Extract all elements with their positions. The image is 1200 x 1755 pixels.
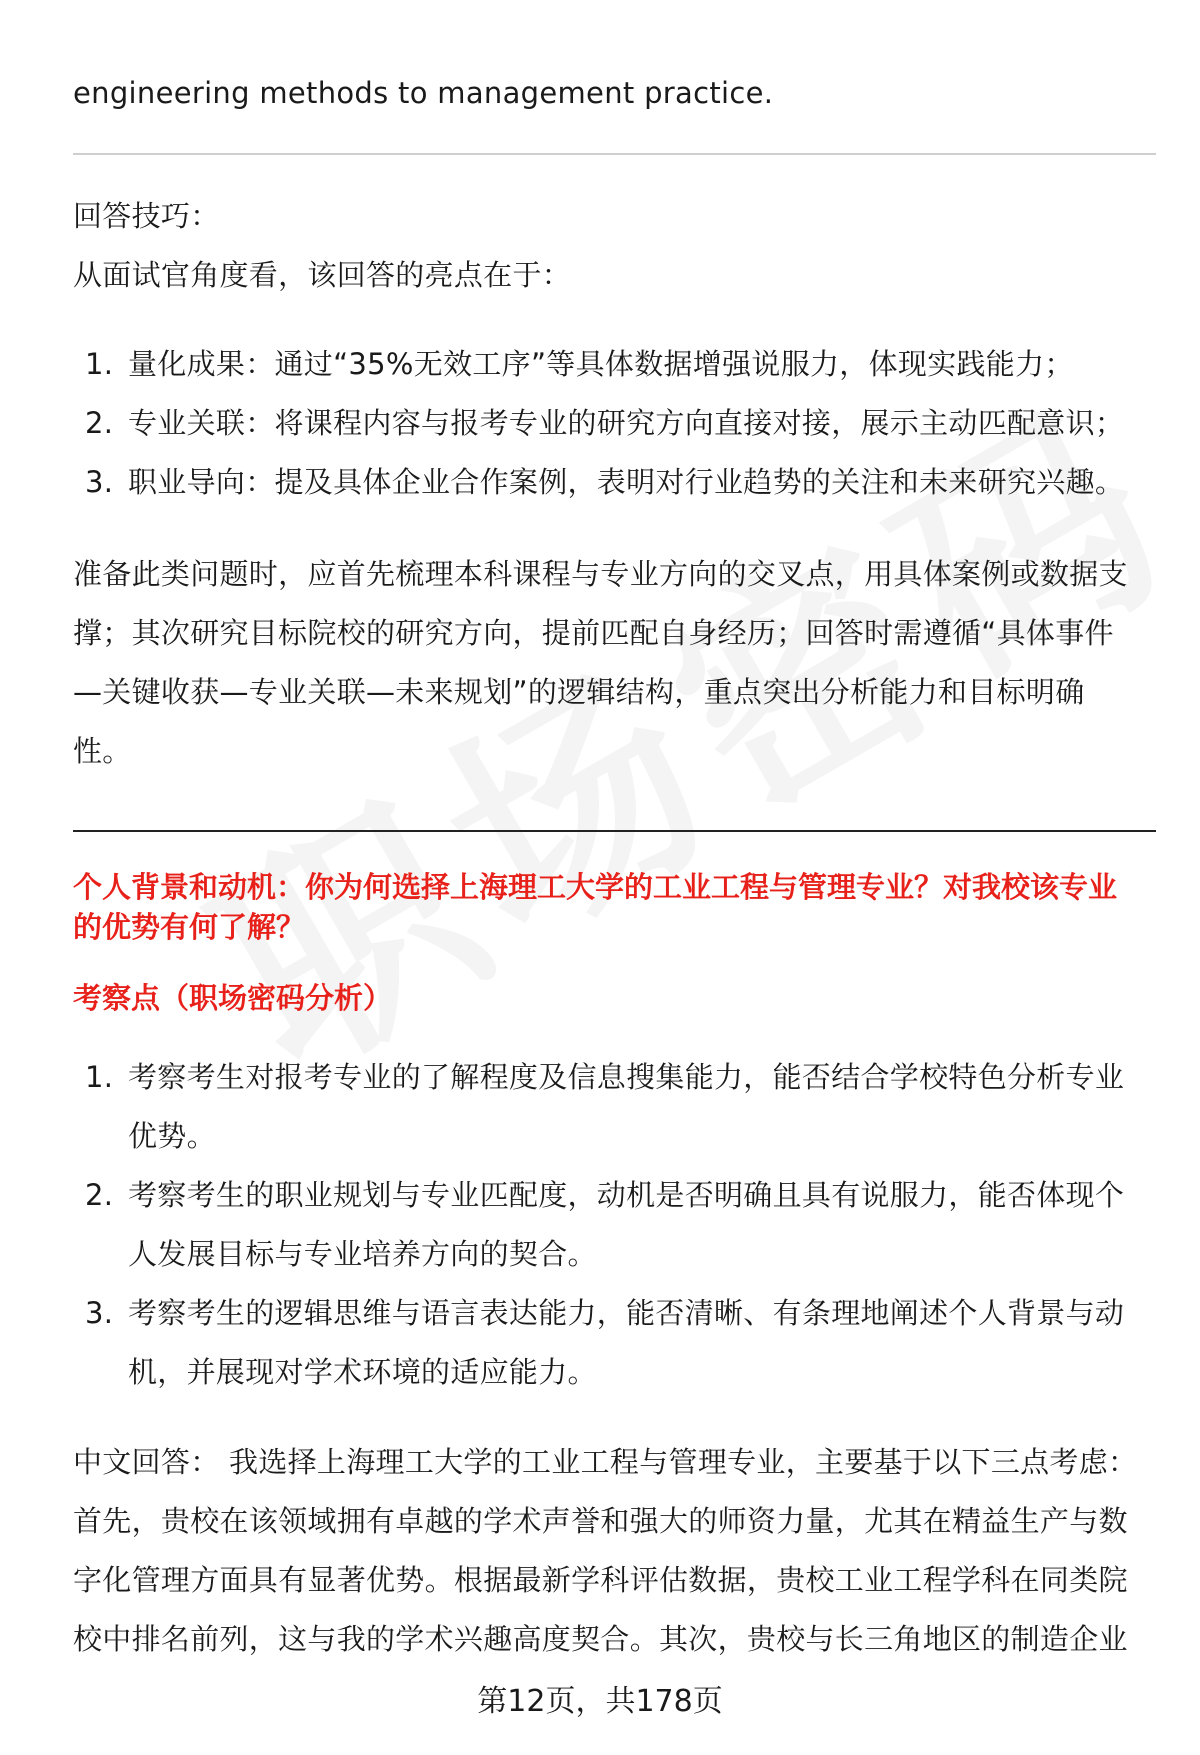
advice-line: —关键收获—专业关联—未来规划”的逻辑结构，重点突出分析能力和目标明确: [73, 675, 1085, 709]
tips-list: [73, 335, 1156, 512]
answer-line: 字化管理方面具有显著优势。根据最新学科评估数据，贵校工业工程学科在同类院: [73, 1563, 1128, 1597]
top-line: engineering methods to management practice.: [73, 76, 774, 110]
list-number: 2.: [85, 1178, 114, 1212]
focus-heading: 考察点（职场密码分析）: [73, 981, 393, 1015]
focus-list-item: [73, 1166, 1156, 1284]
list-text: 考察考生对报考专业的了解程度及信息搜集能力，能否结合学校特色分析专业: [128, 1060, 1125, 1094]
list-text: 专业关联：将课程内容与报考专业的研究方向直接对接，展示主动匹配意识；: [128, 406, 1125, 440]
answer-line: 中文回答： 我选择上海理工大学的工业工程与管理专业，主要基于以下三点考虑：: [73, 1445, 1138, 1479]
focus-list: [73, 1048, 1156, 1402]
list-number: 3.: [85, 1296, 114, 1330]
list-number: 2.: [85, 406, 114, 440]
advice-line: 准备此类问题时，应首先梳理本科课程与专业方向的交叉点，用具体案例或数据支: [73, 557, 1128, 591]
list-number: 3.: [85, 465, 114, 499]
tips-heading: 回答技巧：: [73, 199, 220, 233]
tips-intro: 从面试官角度看，该回答的亮点在于：: [73, 258, 572, 292]
list-number: 1.: [85, 1060, 114, 1094]
list-text: 考察考生的逻辑思维与语言表达能力，能否清晰、有条理地阐述个人背景与动: [128, 1296, 1125, 1330]
tips-list-item: [73, 335, 1156, 394]
list-text: 人发展目标与专业培养方向的契合。: [128, 1237, 597, 1271]
answer-line: 校中排名前列，这与我的学术兴趣高度契合。其次，贵校与长三角地区的制造企业: [73, 1622, 1128, 1656]
advice-line: 撑；其次研究目标院校的研究方向，提前匹配自身经历；回答时需遵循“具体事件: [73, 616, 1114, 650]
advice-paragraph: [73, 545, 1156, 781]
divider-section: [73, 830, 1156, 832]
list-text: 量化成果：通过“35%无效工序”等具体数据增强说服力，体现实践能力；: [128, 347, 1074, 381]
tips-list-item: [73, 453, 1156, 512]
tips-list-item: [73, 394, 1156, 453]
question-title: [73, 867, 1156, 947]
answer-line: 首先，贵校在该领域拥有卓越的学术声誉和强大的师资力量，尤其在精益生产与数: [73, 1504, 1128, 1538]
list-text: 考察考生的职业规划与专业匹配度，动机是否明确且具有说服力，能否体现个: [128, 1178, 1125, 1212]
list-text: 机，并展现对学术环境的适应能力。: [128, 1355, 597, 1389]
divider-top: [73, 153, 1156, 155]
question-title-line: 个人背景和动机：你为何选择上海理工大学的工业工程与管理专业？对我校该专业: [73, 870, 1118, 904]
page-footer: 第12页，共178页: [477, 1684, 723, 1719]
question-title-line: 的优势有何了解？: [73, 910, 306, 944]
list-number: 1.: [85, 347, 114, 381]
advice-line: 性。: [73, 734, 132, 768]
focus-list-item: [73, 1284, 1156, 1402]
list-text: 职业导向：提及具体企业合作案例，表明对行业趋势的关注和未来研究兴趣。: [128, 465, 1125, 499]
answer-paragraph: [73, 1433, 1156, 1669]
list-text: 优势。: [128, 1119, 216, 1153]
focus-list-item: [73, 1048, 1156, 1166]
